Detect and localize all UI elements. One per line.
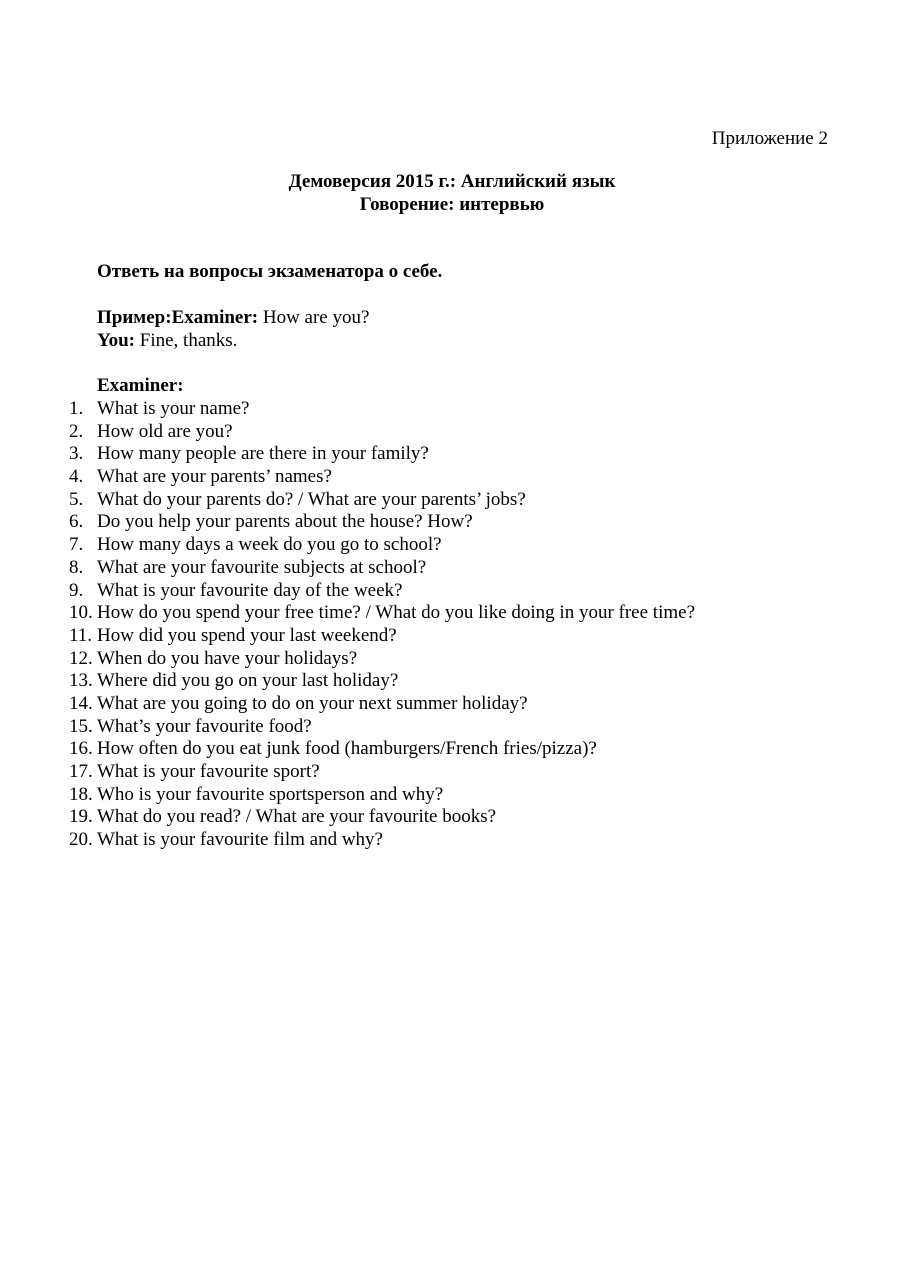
question-number: 10. — [69, 602, 93, 624]
question-text: What is your favourite sport? — [97, 761, 320, 782]
question-number: 15. — [69, 715, 93, 737]
question-text: What is your name? — [97, 398, 250, 419]
question-number: 4. — [69, 466, 84, 488]
example-prefix: Пример: — [97, 307, 172, 328]
examiner-heading: Examiner: — [97, 375, 184, 396]
question-text: What are you going to do on your next summer holiday? — [97, 692, 528, 714]
example-you-label: You: — [97, 329, 136, 351]
title-line-2: Говорение: интервью — [359, 193, 545, 215]
question-number: 13. — [69, 670, 93, 692]
question-number: 12. — [69, 647, 93, 669]
question-number: 9. — [69, 579, 84, 601]
question-number: 5. — [69, 488, 84, 510]
question-number: 20. — [69, 829, 93, 851]
document-title — [0, 171, 904, 216]
example-block — [97, 307, 369, 352]
question-number: 3. — [69, 443, 84, 465]
appendix-label: Приложение 2 — [711, 128, 828, 149]
question-number: 17. — [69, 761, 93, 782]
question-text: How do you spend your free time? / What do you like doing in your free time? — [97, 602, 695, 624]
question-number: 6. — [69, 511, 84, 533]
question-number: 19. — [69, 806, 93, 828]
question-text: What are your favourite subjects at school? — [97, 556, 427, 578]
example-examiner-line — [97, 307, 369, 330]
question-number: 7. — [69, 534, 84, 556]
question-number: 11. — [69, 624, 93, 646]
question-text: How did you spend your last weekend? — [97, 624, 397, 646]
question-text: Where did you go on your last holiday? — [97, 670, 399, 692]
question-text: How often do you eat junk food (hamburgers/French fries/pizza)? — [97, 738, 597, 760]
question-number: 18. — [69, 783, 93, 805]
question-number: 1. — [69, 398, 84, 419]
question-number: 14. — [69, 692, 93, 714]
question-number: 16. — [69, 738, 93, 760]
example-examiner-text: How are you? — [258, 307, 370, 328]
question-text: What do you read? / What are your favourite books? — [97, 806, 497, 828]
question-text: Who is your favourite sportsperson and why? — [97, 783, 444, 805]
question-text: What do your parents do? / What are your parents’ jobs? — [97, 488, 526, 510]
example-you-line — [97, 330, 369, 353]
question-text: What are your parents’ names? — [97, 466, 332, 488]
example-you-text: Fine, thanks. — [135, 329, 238, 351]
question-number: 2. — [69, 420, 84, 442]
question-text: What is your favourite day of the week? — [97, 579, 403, 601]
question-text: What is your favourite film and why? — [97, 829, 383, 851]
question-text: How old are you? — [97, 420, 233, 442]
question-text: What’s your favourite food? — [97, 715, 312, 737]
task-instruction: Ответь на вопросы экзаменатора о себе. — [97, 261, 443, 282]
title-line-1: Демоверсия 2015 г.: Английский язык — [288, 171, 616, 192]
question-text: Do you help your parents about the house? How? — [97, 511, 473, 533]
question-text: How many days a week do you go to school? — [97, 534, 442, 556]
question-number: 8. — [69, 556, 84, 578]
question-text: How many people are there in your family? — [97, 443, 429, 465]
example-examiner-label: Examiner: — [171, 307, 259, 328]
question-text: When do you have your holidays? — [97, 647, 358, 669]
